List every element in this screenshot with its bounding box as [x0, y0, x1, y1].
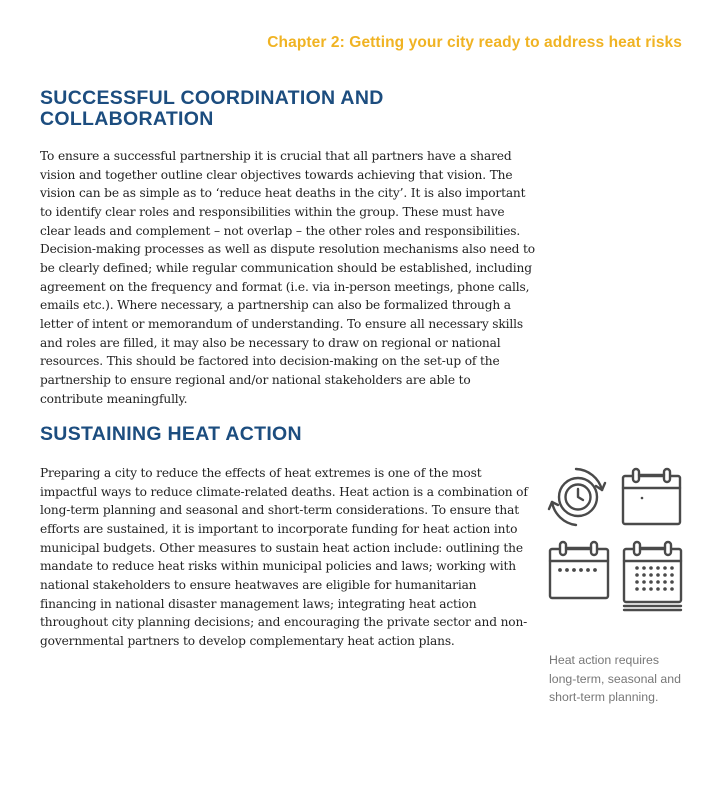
calendar-week-icon [550, 542, 608, 598]
section-heading-coordination: SUCCESSFUL COORDINATION AND COLLABORATION [40, 87, 384, 130]
chapter-title: Chapter 2: Getting your city ready to address heat risks [267, 34, 682, 51]
coordination-paragraph: To ensure a successful partnership it is crucial that all partners have a shared vision and together outline clear objectives towards achieving that vision. The vision can be as simple as to ‘reduce heat deaths in the city’. It is also important to identify clear roles and responsibilities within the group. These must have clear leads and complement – not overlap – the other roles and responsibilities. Decision-making processes as well as dispute resolution mechanisms also need to be clearly defined; while regular communication should be established, including agreement on the frequency and format (i.e. via in-person meetings, phone calls, emails etc.). Where necessary, a partnership can also be formalized through a letter of intent or memorandum of understanding. To ensure all necessary skills and roles are filled, it may also be necessary to draw on regional or national resources. This should be factored into decision-making on the set-up of the partnership to ensure regional and/or national stakeholders are able to contribute meaningfully. [40, 149, 535, 406]
calendar-empty-icon [623, 469, 680, 524]
planning-icons [546, 464, 686, 616]
calendar-month-icon [624, 542, 681, 610]
clock-cycle-icon [549, 469, 605, 525]
figure-caption: Heat action requires long-term, seasonal and short-term planning. [549, 653, 681, 705]
section-heading-sustaining: SUSTAINING HEAT ACTION [40, 423, 302, 445]
sustaining-paragraph: Preparing a city to reduce the effects of heat extremes is one of the most impactful ways to reduce climate-related deaths. Heat action is a combination of long-term planning and seasonal and short-term considerations. To ensure that efforts are sustained, it is important to incorporate funding for heat action into municipal budgets. Other measures to sustain heat action include: outlining the mandate to reduce heat risks within municipal policies and laws; working with national stakeholders to ensure heatwaves are eligible for humanitarian financing in national disaster management laws; integrating heat action throughout city planning decisions; and encouraging the private sector and non-governmental partners to develop complementary heat action plans. [40, 466, 528, 648]
